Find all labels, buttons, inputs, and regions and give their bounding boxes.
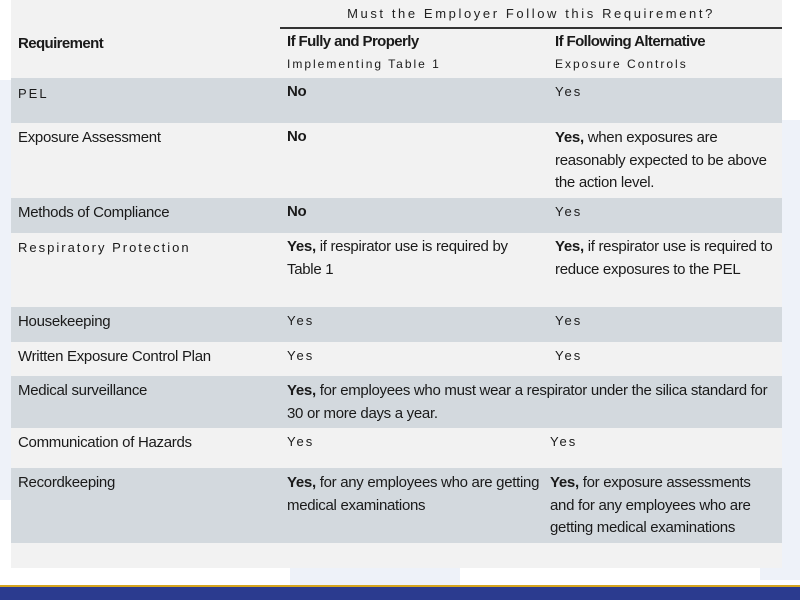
table-row bbox=[11, 307, 782, 342]
table-row bbox=[11, 342, 782, 376]
cell-requirement: Housekeeping bbox=[18, 313, 111, 330]
cell-alternative: Yes bbox=[555, 204, 583, 219]
cell-requirement: Communication of Hazards bbox=[18, 434, 192, 451]
cell-fully: Yes bbox=[287, 313, 315, 328]
cell-requirement: Recordkeeping bbox=[18, 474, 115, 491]
table-row bbox=[11, 123, 782, 198]
cell-fully: No bbox=[287, 128, 307, 145]
table-row bbox=[11, 78, 782, 123]
cell-requirement: Medical surveillance bbox=[18, 382, 148, 399]
cell-fully: Yes, for any employees who are getting medical examinations bbox=[287, 474, 540, 514]
col-subheader-alternative: Exposure Controls bbox=[555, 57, 688, 71]
footer-bar bbox=[0, 587, 800, 600]
table-row bbox=[11, 468, 782, 543]
cell-fully: No bbox=[287, 203, 307, 220]
cell-fully: No bbox=[287, 83, 307, 100]
cell-requirement: Exposure Assessment bbox=[18, 129, 161, 146]
group-header-rule bbox=[280, 27, 782, 29]
cell-alternative: Yes, for exposure assessments and for any employees who are getting medical examinations bbox=[550, 474, 751, 536]
cell-merged: Yes, for employees who must wear a respirator under the silica standard for 30 or more days a year. bbox=[287, 382, 768, 422]
table-row bbox=[11, 376, 782, 428]
cell-alternative: Yes bbox=[550, 434, 578, 449]
cell-alternative: Yes bbox=[555, 313, 583, 328]
col-subheader-fully: Implementing Table 1 bbox=[287, 57, 441, 71]
cell-requirement: Respiratory Protection bbox=[18, 240, 191, 255]
cell-alternative: Yes, if respirator use is required to reduce exposures to the PEL bbox=[555, 238, 773, 278]
cell-requirement: Written Exposure Control Plan bbox=[18, 348, 211, 365]
col-header-alternative: If Following Alternative bbox=[555, 33, 706, 50]
cell-requirement: Methods of Compliance bbox=[18, 204, 170, 221]
cell-alternative: Yes bbox=[555, 84, 583, 99]
cell-alternative: Yes bbox=[555, 348, 583, 363]
cell-alternative: Yes, when exposures are reasonably expected to be above the action level. bbox=[555, 129, 767, 191]
col-header-fully: If Fully and Properly bbox=[287, 33, 419, 50]
cell-requirement: PEL bbox=[18, 86, 49, 101]
cell-fully: Yes bbox=[287, 348, 315, 363]
cell-fully: Yes bbox=[287, 434, 315, 449]
cell-fully: Yes, if respirator use is required by Table 1 bbox=[287, 238, 508, 278]
group-header: Must the Employer Follow this Requirement? bbox=[347, 6, 715, 21]
table-row bbox=[11, 428, 782, 468]
table-row bbox=[11, 198, 782, 233]
table-row bbox=[11, 233, 782, 307]
col-header-requirement: Requirement bbox=[18, 35, 104, 52]
